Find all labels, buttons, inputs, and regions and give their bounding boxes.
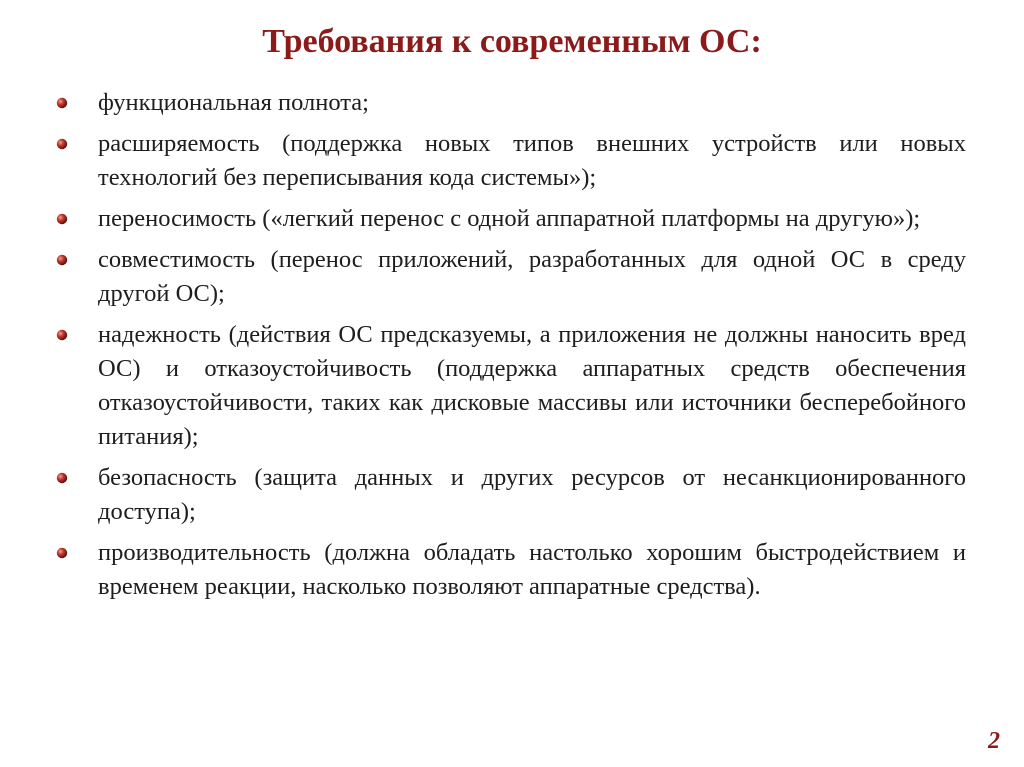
page-number: 2 [988,728,1000,754]
bullet-item [56,202,966,236]
bullet-text: переносимость («легкий перенос с одной аппаратной платформы на другую»); [98,205,921,232]
bullet-text: функциональная полнота; [98,89,369,116]
bullet-list [56,86,966,611]
bullet-text: безопасность (защита данных и других ресурсов от несанкционированного доступа); [98,464,966,525]
bullet-item [56,127,966,195]
bullet-text: надежность (действия ОС предсказуемы, а приложения не должны наносить вред ОС) и отказоустойчивость (поддержка аппаратных средств обеспечения отказоустойчивости, таких как дисковые массивы или источники бесперебойного питания); [98,321,966,450]
slide-title: Требования к современным ОС: [262,23,762,60]
bullet-item [56,243,966,311]
red-ball-bullet-icon [56,138,68,150]
bullet-item [56,318,966,454]
bullet-item [56,536,966,604]
red-ball-bullet-icon [56,97,68,109]
bullet-text: расширяемость (поддержка новых типов внешних устройств или новых технологий без переписывания кода системы»); [98,130,966,191]
red-ball-bullet-icon [56,254,68,266]
red-ball-bullet-icon [56,213,68,225]
red-ball-bullet-icon [56,547,68,559]
red-ball-bullet-icon [56,472,68,484]
bullet-text: совместимость (перенос приложений, разработанных для одной ОС в среду другой ОС); [98,246,966,307]
bullet-item [56,461,966,529]
bullet-item [56,86,966,120]
red-ball-bullet-icon [56,329,68,341]
bullet-text: производительность (должна обладать настолько хорошим быстродействием и временем реакции, насколько позволяют аппаратные средства). [98,539,966,600]
